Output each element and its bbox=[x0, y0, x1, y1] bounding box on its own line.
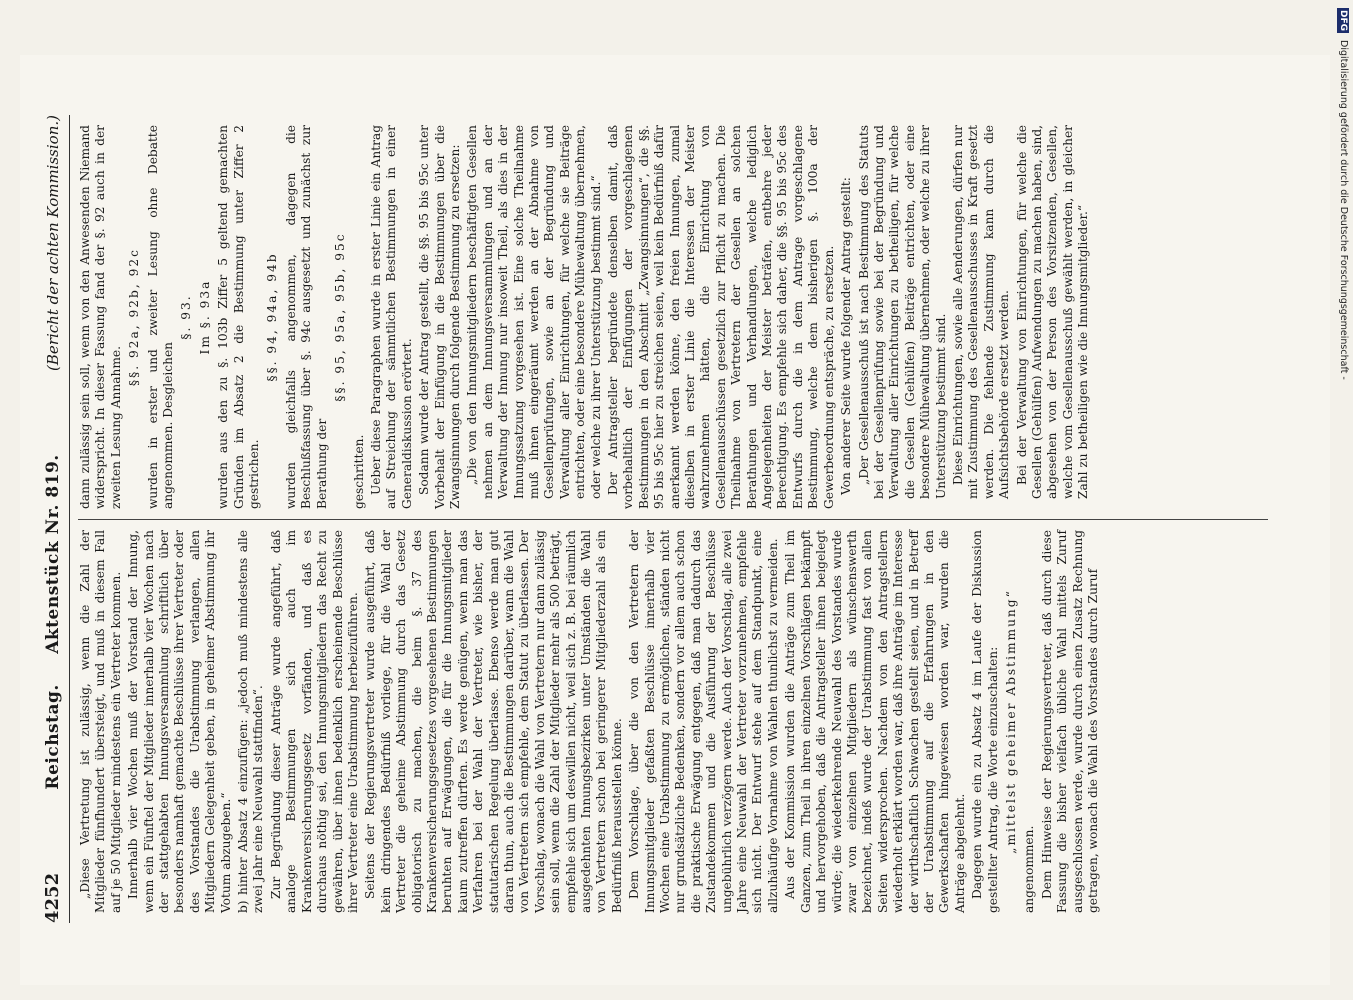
document-page bbox=[20, 55, 1330, 985]
paragraph: geschritten. bbox=[351, 434, 366, 509]
paragraph: dann zulässig sein soll, wenn von den Anwesenden Niemand widerspricht. In dieser Fassung fand der §. 92 auch in der zweiten Lesung Annahme. bbox=[78, 125, 123, 509]
section-heading: §§. 94, 94a, 94b bbox=[265, 252, 280, 382]
paragraph: Von anderer Seite wurde folgender Antrag gestellt: bbox=[839, 177, 854, 495]
paragraph: „Diese Vertretung ist zulässig, wenn die Zahl der Mitglieder fünfhundert übersteigt, und muß in diesem Fall auf je 50 Mitglieder mindestens ein Vertreter kommen. bbox=[78, 530, 123, 913]
paragraph: Der Antragsteller begründete denselben damit, daß vorbehaltlich der Einfügungen der vorgeschlagenen Bestimmungen in den Abschnitt „Zwangsinnungen“, die §§. 95 bis 95c hier zu streichen seien, weil kein Bedürfniß dafür anerkannt werden könne, den freien Innungen, zumal dieselben in erster Linie die Interessen der Meister wahrzunehmen hätten, die Einrichtung von Gesellenausschüssen gesetzlich zur Pflicht zu machen. Die Theilnahme von Vertretern der Gesellen an solchen Berathungen und Verhandlungen, welche lediglich Angelegenheiten der Meister beträfen, entbehre jeder Berechtigung. Es empfehle sich daher, die §§. 95 bis 95c des Entwurfs durch die in dem Antrage vorgeschlagene Bestimmung, welche dem bisherigen §. 100a der Gewerbeordnung entspräche, zu ersetzen. bbox=[606, 125, 836, 509]
paragraph: Aus der Kommission wurden die Anträge zum Theil im Ganzen, zum Theil in ihren einzelnen Vorschlägen bekämpft und hervorgehoben, daß die Antragsteller ihnen beigelegt würde; die wiederkehrende Neuwahl des Vorstandes wurde zwar von einzelnen Mitgliedern als wünschenswerth bezeichnet, indeß wurde der Urabstimmung fast von allen Seiten widersprochen. Nachdem von den Antragstellern wiederholt erklärt worden war, daß ihre Anträge im Interesse der wirthschaftlich Schwachen gestellt seien, und in Betreff der Urabstimmung auf die Erfahrungen in den Gewerkschaften hingewiesen worden war, wurden die Anträge abgelehnt. bbox=[783, 530, 967, 913]
page-number: 4252 bbox=[42, 872, 63, 923]
paragraph: Dem Vorschlage, über die von den Vertretern der Innungsmitglieder gefaßten Beschlüsse innerhalb vier Wochen eine Urabstimmung zu ermöglichen, ständen nicht nur grundsätzliche Bedenken, sondern vor allem auch schon die praktische Erwägung entgegen, daß man dadurch das Zustandekommen und die Ausführung der Beschlüsse ungebührlich verzögern werde. Auch der Vorschlag, alle zwei Jahre eine Neuwahl der Vertreter vorzunehmen, empfehle sich nicht. Der Entwurf stehe auf dem Standpunkt, eine allzuhäufige Vornahme von Wahlen thunlichst zu vermeiden. bbox=[627, 530, 780, 913]
quoted-paragraph: „Die von den Innungsmitgliedern beschäftigten Gesellen nehmen an dem Innungsversammlungen und an der Verwaltung der Innung nur insoweit Theil, als dies in der Innungssatzung vorgesehen ist. Eine solche Theilnahme muß ihnen eingeräumt werden an der Abnahme von Gesellenprüfungen, sowie an der Begründung und Verwaltung aller Einrichtungen, für welche sie Beiträge entrichten, oder eine besondere Mühewaltung übernehmen, oder welche zu ihrer Unterstützung bestimmt sind.“ bbox=[465, 125, 603, 499]
paragraph: b) hinter Absatz 4 einzufügen: „jedoch muß mindestens alle zwei Jahr eine Neuwahl stattfinden“. bbox=[236, 530, 266, 913]
digitization-credit bbox=[1327, 8, 1349, 608]
paragraph: Dem Hinweise der Regierungsvertreter, daß durch diese Fassung die bisher vielfach übliche Wahl mittels Zuruf ausgeschlossen werde, wurde durch einen Zusatz Rechnung getragen, wonach die Wahl des Vorstandes durch Zuruf bbox=[1039, 530, 1100, 913]
paragraph: wurden gleichfalls angenommen, dagegen die Beschlußfassung über §. 94c ausgesetzt und zunächst zur Berathung der bbox=[283, 125, 329, 509]
dfg-logo-badge: DFG bbox=[1338, 10, 1348, 32]
running-head bbox=[42, 115, 70, 923]
publication-title: Reichstag. bbox=[43, 684, 63, 790]
paragraph: wurden aus den zu §. 103b Ziffer 5 geltend gemachten Gründen im Absatz 2 die Bestimmung unter Ziffer 2 gestrichen. bbox=[216, 125, 262, 509]
section-heading: Im §. 93a bbox=[197, 279, 212, 355]
quoted-phrase: „mittelst geheimer Abstimmung“ bbox=[1003, 589, 1018, 854]
document-number: Aktenstück Nr. 819. bbox=[43, 454, 63, 654]
text-columns bbox=[78, 115, 1268, 923]
paragraph: Sodann wurde der Antrag gestellt, die §§. 95 bis 95c unter Vorbehalt der Einfügung in die Bestimmungen über die Zwangsinnungen durch folgende Bestimmung zu ersetzen: bbox=[417, 125, 462, 509]
paragraph: Ueber diese Paragraphen wurde in erster Linie ein Antrag auf Streichung der sämmtlichen Bestimmungen in einer Generaldiskussion erörtert. bbox=[368, 125, 414, 509]
section-heading: §§. 92a, 92b, 92c bbox=[127, 248, 142, 386]
document-title bbox=[43, 454, 63, 789]
digitization-credit-text: Digitalisierung gefördert durch die Deutsche Forschungsgemeinschaft - bbox=[1338, 40, 1349, 380]
right-column bbox=[78, 115, 1268, 519]
paragraph: Dagegen wurde ein zu Absatz 4 im Laufe der Diskussion gestellter Antrag, die Worte einzuschalten: bbox=[970, 530, 1000, 913]
section-heading: §§. 95, 95a, 95b, 95c bbox=[333, 232, 348, 402]
quoted-paragraph: Bei der Verwaltung von Einrichtungen, für welche die Gesellen (Gehülfen) Aufwendungen zu machen haben, sind, abgesehen von der Person des Vorsitzenden, Gesellen, welche vom Gesellenausschuß gewählt werden, in gleicher Zahl zu betheiligen wie die Innungsmitglieder.“ bbox=[1014, 125, 1091, 499]
paragraph: angenommen. bbox=[1022, 825, 1037, 913]
quoted-paragraph: Diese Einrichtungen, sowie alle Aenderungen, dürfen nur mit Zustimmung des Gesellenausschusses in Kraft gesetzt werden. Die fehlende Zustimmung kann durch die Aufsichtsbehörde ersetzt werden. bbox=[950, 125, 1012, 499]
paragraph: Innerhalb vier Wochen muß der Vorstand der Innung, wenn ein Fünftel der Mitglieder innerhalb vier Wochen nach der stattgehabten Innungsversammlung schriftlich über besonders namhaft gemachte Beschlüsse ihrer Vertreter oder des Vorstandes die Urabstimmung verlangen, allen Mitgliedern Gelegenheit geben, in geheimer Abstimmung ihr Votum abzugeben.“ bbox=[126, 530, 233, 913]
paragraph: wurden in erster und zweiter Lesung ohne Debatte angenommen. Desgleichen bbox=[145, 125, 176, 509]
left-column bbox=[78, 519, 1268, 923]
section-title: (Bericht der achten Kommission.) bbox=[44, 115, 62, 371]
quoted-paragraph: „Der Gesellenausschuß ist nach Bestimmung des Statuts bei der Gesellenprüfung sowie bei der Begründung und Verwaltung aller Einrichtungen zu betheiligen, für welche die Gesellen (Gehülfen) Beiträge entrichten, oder eine besondere Mühewaltung übernehmen, oder welche zu ihrer Unterstützung bestimmt sind. bbox=[856, 125, 948, 499]
paragraph: Seitens der Regierungsvertreter wurde ausgeführt, daß kein dringendes Bedürfniß vorliege, für die Wahl der Vertreter die geheime Abstimmung durch das Gesetz obligatorisch zu machen, die beim §. 37 des Krankenversicherungsgesetzes vorgesehenen Bestimmungen beruhten auf Erwägungen, die für die Innungsmitglieder kaum zutreffen dürften. Es werde genügen, wenn man das Verfahren bei der Wahl der Vertreter, wie bisher, der statutarischen Regelung überlasse. Ebenso werde man gut daran thun, auch die Bestimmungen darüber, wann die Wahl von Vertretern sich empfehle, dem Statut zu überlassen. Der Vorschlag, wonach die Wahl von Vertretern nur dann zulässig sein soll, wenn die Zahl der Mitglieder mehr als 500 beträgt, empfehle sich um deswillen nicht, weil sich z. B. bei räumlich ausgedehnten Innungsbezirken unter Umständen die Wahl von Vertretern schon bei geringerer Mitgliederzahl als ein Bedürfniß herausstellen könne. bbox=[363, 530, 624, 913]
section-heading: §. 93. bbox=[179, 294, 194, 340]
paragraph: Zur Begründung dieser Anträge wurde angeführt, daß analoge Bestimmungen sich auch im Krankenversicherungsgesetz vorfänden, und daß es durchaus nöthig sei, den Innungsmitgliedern das Recht zu gewähren, über ihnen bedenklich erscheinende Beschlüsse ihrer Vertreter eine Urabstimmung herbeizuführen. bbox=[268, 530, 360, 913]
